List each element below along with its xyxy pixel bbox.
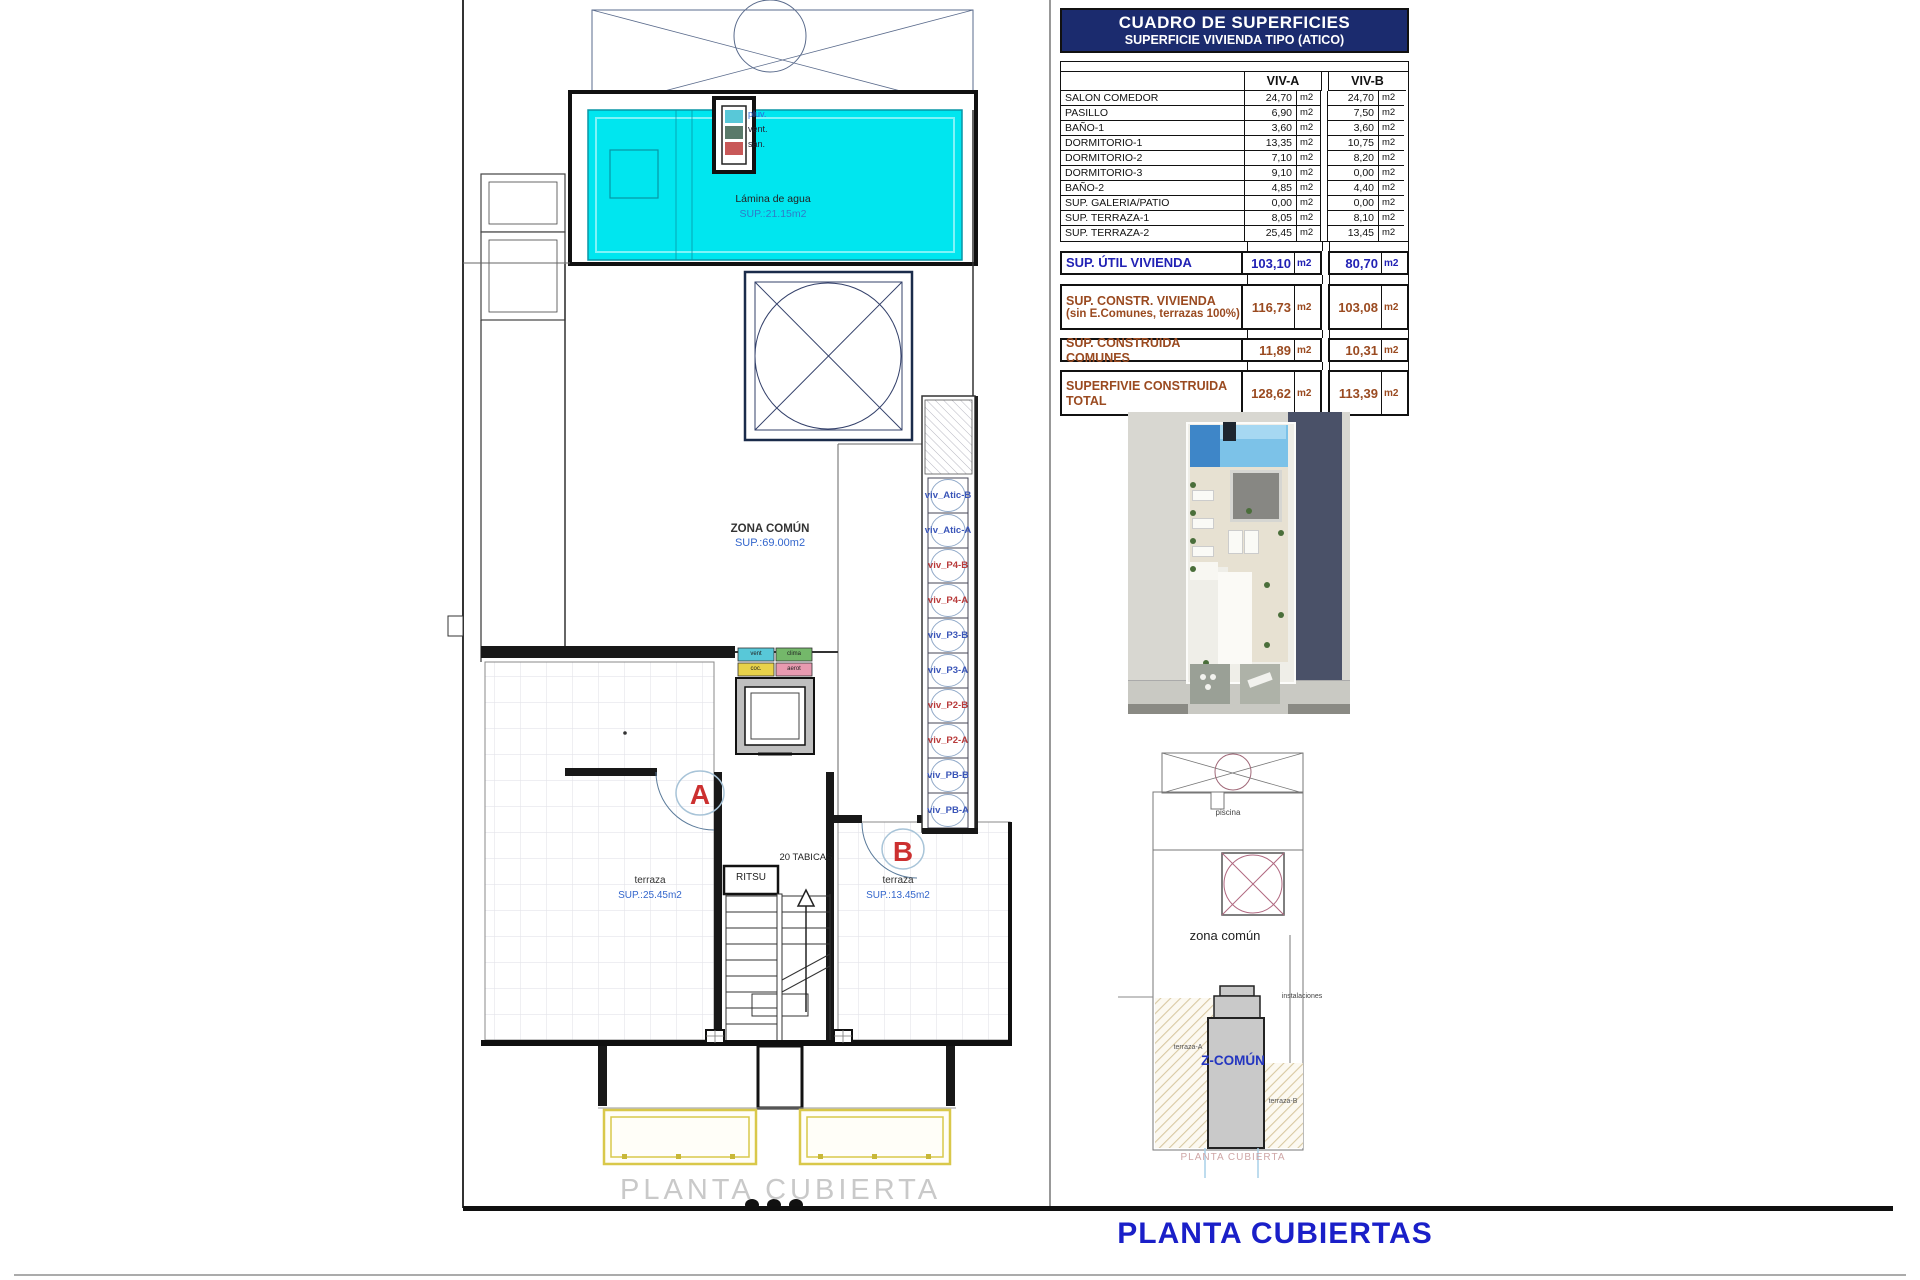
render-plant xyxy=(1190,538,1196,544)
summary-value-a: 11,89 xyxy=(1241,340,1294,360)
render-furniture xyxy=(1200,674,1206,680)
render-chimney xyxy=(1223,422,1236,441)
unit: m2 xyxy=(1297,196,1321,211)
summary-constr-row xyxy=(1060,284,1409,330)
render-pool-deep xyxy=(1190,425,1220,467)
render-shadow xyxy=(1288,412,1342,680)
unit: m2 xyxy=(1379,166,1404,181)
viv-label-pb-a: viv_PB-A xyxy=(927,805,969,816)
row-label: BAÑO-1 xyxy=(1061,121,1245,136)
row-value-b: 0,00 xyxy=(1327,166,1379,181)
door-letter-a: A xyxy=(689,779,711,810)
viv-label-p3-b: viv_P3-B xyxy=(927,630,969,641)
unit: m2 xyxy=(1297,136,1321,151)
row-value-b: 7,50 xyxy=(1327,106,1379,121)
stairs xyxy=(724,866,830,1042)
summary-label: SUPERFIVIE CONSTRUIDA xyxy=(1066,379,1228,394)
awnings xyxy=(604,1110,950,1164)
render-skylight xyxy=(1230,470,1282,522)
keyplan-terraza-b-label: terraza-B xyxy=(1268,1098,1298,1105)
row-value-a: 25,45 xyxy=(1245,226,1297,241)
row-label: SUP. TERRAZA-1 xyxy=(1061,211,1245,226)
viv-label-atic-a: viv_Atic-A xyxy=(924,525,972,536)
table-row xyxy=(1061,181,1408,196)
col-viv-b: VIV-B xyxy=(1328,72,1406,91)
summary-value-b: 113,39 xyxy=(1338,385,1378,401)
unit: m2 xyxy=(1297,106,1321,121)
row-value-a: 4,85 xyxy=(1245,181,1297,196)
zona-comun-area: SUP.:69.00m2 xyxy=(734,537,806,549)
tabicas-label: 20 TABICAS xyxy=(779,852,833,863)
unit: m2 xyxy=(1379,106,1404,121)
surfaces-table-header xyxy=(1060,8,1409,53)
row-value-b: 4,40 xyxy=(1327,181,1379,196)
unit: m2 xyxy=(1379,181,1404,196)
col-viv-a: VIV-A xyxy=(1245,72,1322,91)
legend-pluv: pluv. xyxy=(748,109,767,119)
render-3d xyxy=(1128,412,1350,714)
unit: m2 xyxy=(1294,286,1320,328)
unit: m2 xyxy=(1297,181,1321,196)
unit: m2 xyxy=(1379,121,1404,136)
summary-comunes-row xyxy=(1060,336,1409,365)
terraza-a-label: terraza xyxy=(634,875,666,886)
render-plant xyxy=(1264,642,1270,648)
unit: m2 xyxy=(1379,211,1404,226)
row-label: SUP. TERRAZA-2 xyxy=(1061,226,1245,241)
row-value-b: 8,10 xyxy=(1327,211,1379,226)
row-label: DORMITORIO-2 xyxy=(1061,151,1245,166)
row-value-a: 8,05 xyxy=(1245,211,1297,226)
row-value-b: 3,60 xyxy=(1327,121,1379,136)
render-sidewalk-band xyxy=(1128,704,1188,714)
row-value-a: 6,90 xyxy=(1245,106,1297,121)
summary-value-b: 10,31 xyxy=(1345,342,1378,358)
row-value-a: 13,35 xyxy=(1245,136,1297,151)
row-label: DORMITORIO-1 xyxy=(1061,136,1245,151)
row-value-a: 3,60 xyxy=(1245,121,1297,136)
terraza-b-label: terraza xyxy=(882,875,914,886)
plan-watermark: PLANTA CUBIERTA xyxy=(620,1174,942,1206)
keyplan-core-label: Z-COMÚN xyxy=(1201,1053,1265,1068)
ritsu-label: RITSU xyxy=(736,872,766,883)
table-row xyxy=(1061,226,1408,241)
terraza-a-area: SUP.:25.45m2 xyxy=(618,890,682,901)
unit: m2 xyxy=(1297,211,1321,226)
render-roof-volume xyxy=(1218,572,1252,664)
render-plant xyxy=(1264,582,1270,588)
unit: m2 xyxy=(1379,196,1404,211)
render-lounger xyxy=(1192,490,1214,501)
summary-value-a: 116,73 xyxy=(1241,286,1294,328)
row-value-b: 0,00 xyxy=(1327,196,1379,211)
unit: m2 xyxy=(1297,121,1321,136)
render-lounger xyxy=(1192,518,1214,529)
row-value-b: 8,20 xyxy=(1327,151,1379,166)
render-furniture xyxy=(1205,684,1211,690)
render-plant xyxy=(1246,508,1252,514)
row-value-a: 0,00 xyxy=(1245,196,1297,211)
unit: m2 xyxy=(1294,372,1320,414)
unit: m2 xyxy=(1297,226,1321,241)
table-row xyxy=(1061,136,1408,151)
summary-label-2: (sin E.Comunes, terrazas 100%) xyxy=(1066,308,1240,321)
row-label: SUP. GALERIA/PATIO xyxy=(1061,196,1245,211)
table-row xyxy=(1061,91,1408,106)
keyplan-piscina-label: piscina xyxy=(1215,808,1241,817)
render-plant xyxy=(1278,530,1284,536)
sheet-title: PLANTA CUBIERTAS xyxy=(1117,1217,1433,1250)
summary-util-row xyxy=(1060,251,1409,275)
row-label: BAÑO-2 xyxy=(1061,181,1245,196)
unit: m2 xyxy=(1297,166,1321,181)
row-value-b: 10,75 xyxy=(1327,136,1379,151)
legend-san: san. xyxy=(748,139,766,149)
render-lounger xyxy=(1192,546,1214,557)
table-row xyxy=(1061,151,1408,166)
row-value-b: 13,45 xyxy=(1327,226,1379,241)
render-lounger xyxy=(1228,530,1243,554)
summary-value-a: 128,62 xyxy=(1241,372,1294,414)
zona-comun-label: ZONA COMÚN xyxy=(730,523,810,535)
viv-label-p2-b: viv_P2-B xyxy=(927,700,969,711)
row-value-a: 7,10 xyxy=(1245,151,1297,166)
table-row xyxy=(1061,196,1408,211)
viv-label-p2-a: viv_P2-A xyxy=(927,735,969,746)
summary-total-row xyxy=(1060,370,1409,416)
pool-label: Lámina de agua xyxy=(735,193,811,205)
keyplan-terraza-a-label: terraza-A xyxy=(1173,1044,1203,1051)
summary-value-a: 103,10 xyxy=(1241,253,1294,273)
terraza-b-area: SUP.:13.45m2 xyxy=(866,890,930,901)
render-sidewalk-band xyxy=(1288,704,1350,714)
table-column-headers xyxy=(1061,72,1408,91)
unit: m2 xyxy=(1381,372,1407,414)
summary-label: SUP. CONSTRUIDA COMUNES xyxy=(1066,336,1180,365)
table-row xyxy=(1061,106,1408,121)
render-lounger xyxy=(1244,530,1259,554)
chip-coc-label: coc. xyxy=(750,666,762,672)
render-plant xyxy=(1278,612,1284,618)
unit: m2 xyxy=(1381,286,1407,328)
table-subtitle: SUPERFICIE VIVIENDA TIPO (ATICO) xyxy=(1124,33,1345,47)
unit: m2 xyxy=(1379,151,1404,166)
table-row xyxy=(1061,211,1408,226)
summary-label: SUP. ÚTIL VIVIENDA xyxy=(1066,255,1192,271)
viv-label-p3-a: viv_P3-A xyxy=(927,665,969,676)
viv-label-pb-b: viv_PB-B xyxy=(927,770,969,781)
summary-value-b: 80,70 xyxy=(1345,255,1378,271)
pool-area: SUP.:21.15m2 xyxy=(739,208,807,220)
viv-label-atic-b: viv_Atic-B xyxy=(924,490,972,501)
unit: m2 xyxy=(1294,253,1320,273)
left-blocks xyxy=(481,174,565,320)
door-letter-b: B xyxy=(892,836,914,867)
summary-label: SUP. CONSTR. VIVIENDA xyxy=(1066,293,1216,308)
keyplan-caption: PLANTA CUBIERTA xyxy=(1180,1152,1286,1163)
unit: m2 xyxy=(1294,340,1320,360)
surfaces-table xyxy=(1060,8,1409,416)
row-value-a: 24,70 xyxy=(1245,91,1297,106)
render-furniture xyxy=(1210,674,1216,680)
render-plant xyxy=(1190,482,1196,488)
unit: m2 xyxy=(1297,91,1321,106)
summary-value-b: 103,08 xyxy=(1338,299,1378,315)
table-title: CUADRO DE SUPERFICIES xyxy=(1118,13,1351,32)
surfaces-table-body xyxy=(1060,61,1409,242)
elevator xyxy=(736,678,814,754)
row-value-a: 9,10 xyxy=(1245,166,1297,181)
unit: m2 xyxy=(1379,91,1404,106)
chip-clima-label: clima xyxy=(786,651,801,657)
summary-label-2: TOTAL xyxy=(1066,393,1107,408)
unit: m2 xyxy=(1382,227,1396,238)
table-row xyxy=(1061,121,1408,136)
row-label: DORMITORIO-3 xyxy=(1061,166,1245,181)
unit: m2 xyxy=(1381,340,1407,360)
chip-aero-label: aerot xyxy=(787,666,801,672)
keyplan-instalaciones-label: instalaciones xyxy=(1281,993,1323,1000)
keyplan-zona-label: zona común xyxy=(1189,928,1261,943)
viv-label-p4-b: viv_P4-B xyxy=(927,560,969,571)
unit: m2 xyxy=(1381,253,1407,273)
unit: m2 xyxy=(1379,136,1404,151)
render-plant xyxy=(1190,510,1196,516)
legend-vent: vent. xyxy=(748,124,768,134)
row-value-b: 24,70 xyxy=(1327,91,1379,106)
render-plant xyxy=(1190,566,1196,572)
unit: m2 xyxy=(1297,151,1321,166)
row-label: PASILLO xyxy=(1061,106,1245,121)
skylight xyxy=(745,272,912,440)
row-label: SALON COMEDOR xyxy=(1061,91,1245,106)
table-row xyxy=(1061,166,1408,181)
chip-vent-label: vent xyxy=(750,651,762,657)
viv-label-p4-a: viv_P4-A xyxy=(927,595,969,606)
